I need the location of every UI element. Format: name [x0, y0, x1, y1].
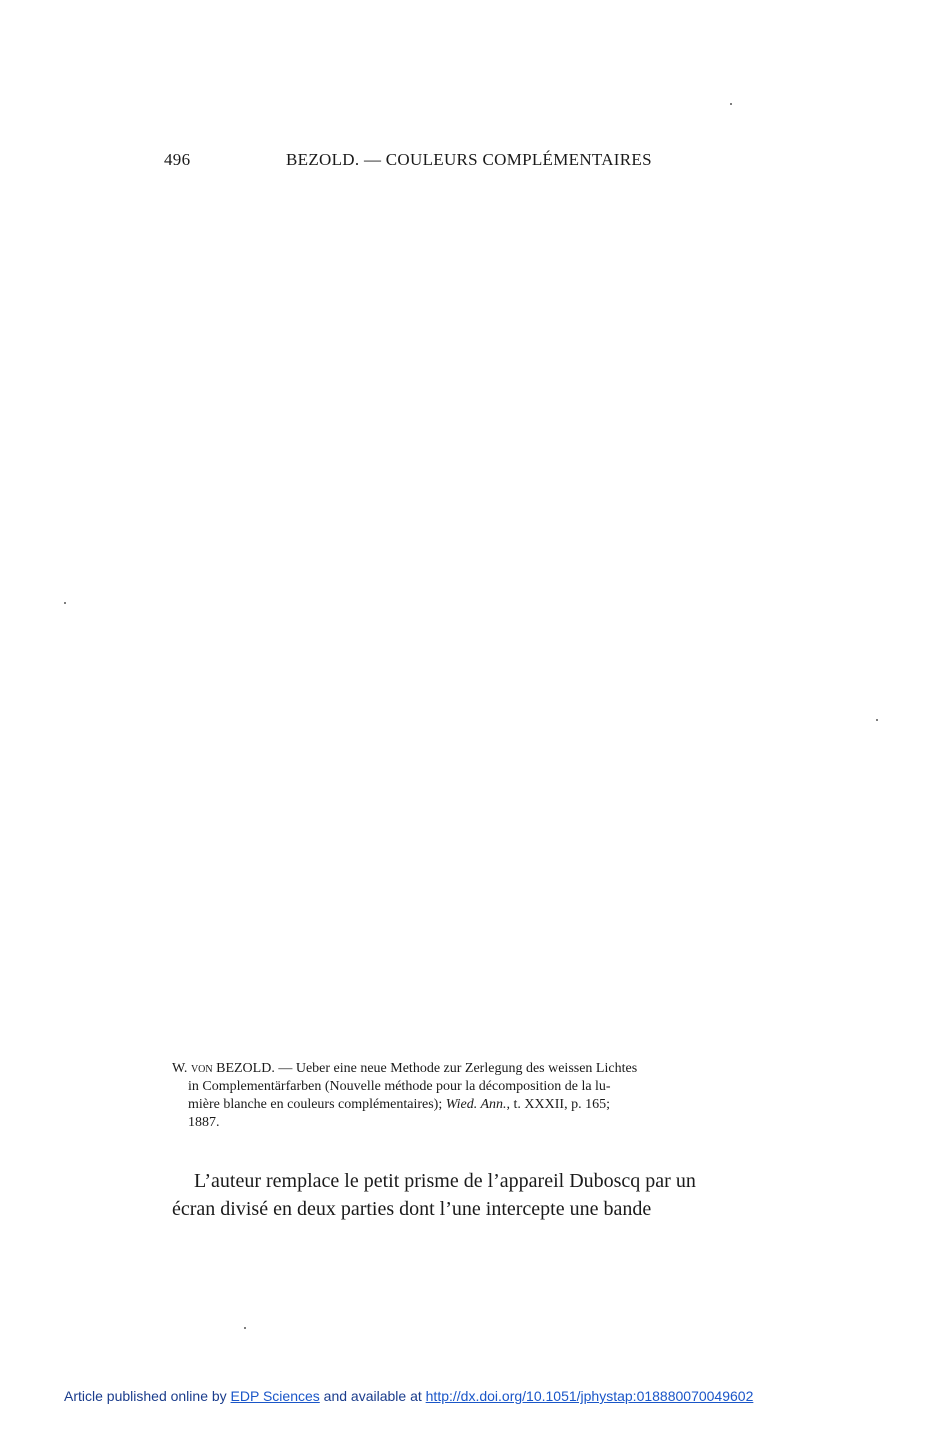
citation-line: mière blanche en couleurs complémentaires); Wied. Ann., t. XXXII, p. 165; [188, 1097, 610, 1112]
paragraph-line: L’auteur remplace le petit prisme de l’appareil Duboscq par un [194, 1170, 696, 1192]
citation-line: in Complementärfarben (Nouvelle méthode pour la décomposition de la lu- [188, 1079, 611, 1094]
running-head [164, 150, 684, 174]
body-paragraph [172, 1167, 808, 1223]
journal-name: Wied. Ann. [445, 1097, 507, 1112]
citation-title: — Ueber eine neue Methode zur Zerlegung des weissen Lichtes [278, 1061, 638, 1076]
author-initial: W. [172, 1061, 188, 1076]
scan-speck [64, 602, 66, 604]
author-name: BEZOLD. [216, 1061, 275, 1076]
scan-speck [876, 719, 878, 721]
footer-prefix: Article published online by [64, 1388, 227, 1404]
bibliographic-citation [172, 1060, 808, 1132]
author-particle: von [190, 1061, 213, 1076]
publisher-link[interactable]: EDP Sciences [230, 1388, 320, 1404]
citation-line [172, 1060, 808, 1078]
scan-speck [244, 1327, 246, 1329]
footer-middle: and available at [323, 1388, 422, 1404]
page-number: 496 [164, 150, 191, 169]
paragraph-line: écran divisé en deux parties dont l’une intercepte une bande [172, 1198, 652, 1220]
doi-link[interactable]: http://dx.doi.org/10.1051/jphystap:018880070049602 [425, 1388, 754, 1404]
publication-footer [64, 1388, 824, 1404]
running-title: BEZOLD. — COULEURS COMPLÉMENTAIRES [286, 150, 652, 169]
scan-speck [730, 103, 732, 105]
citation-year: 1887. [188, 1115, 220, 1130]
